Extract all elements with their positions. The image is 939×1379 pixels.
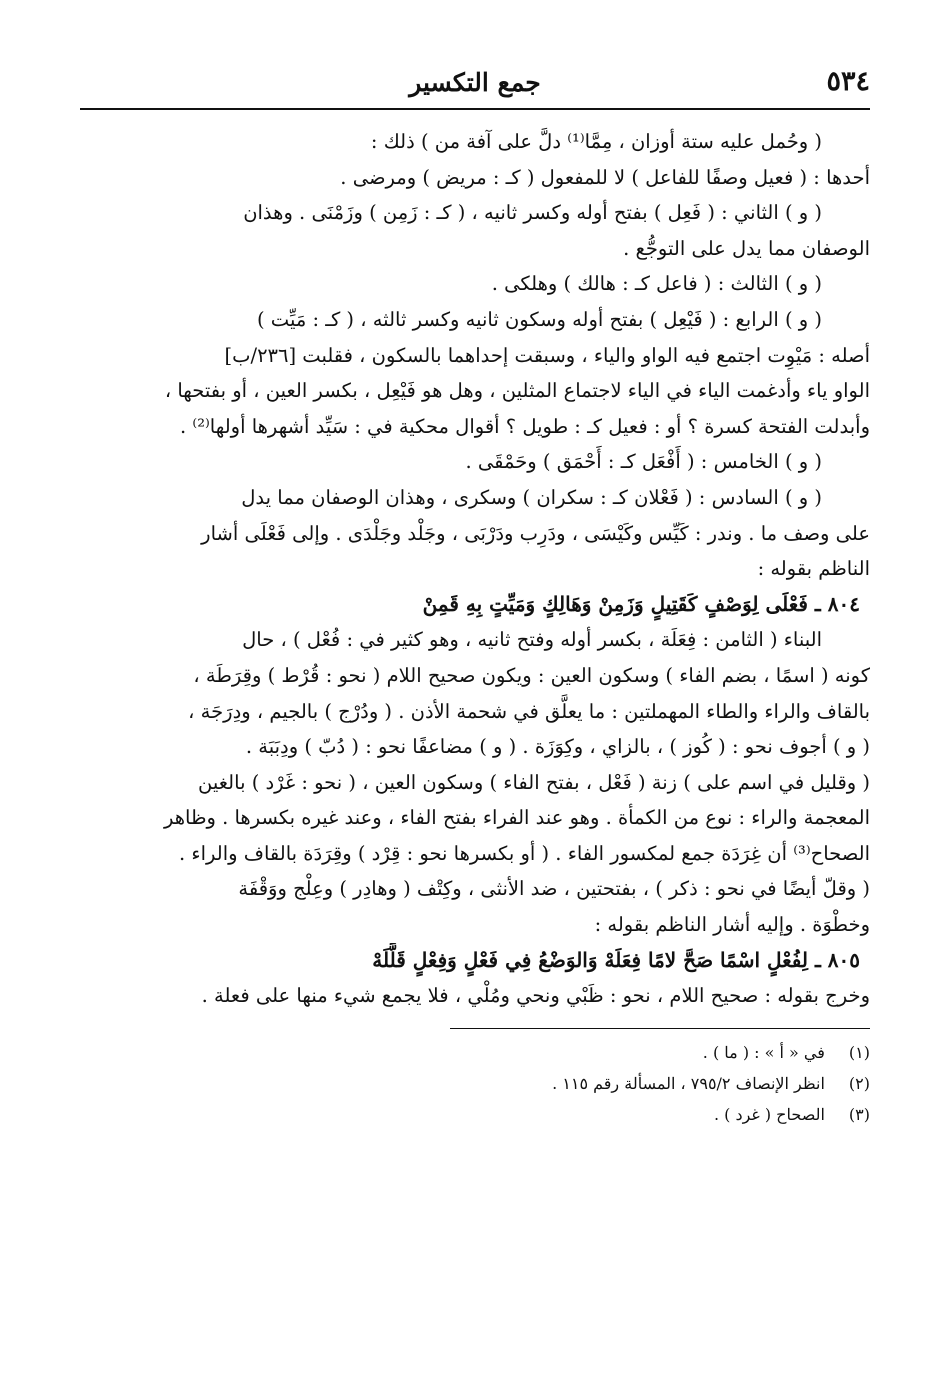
text-line: ( وقليل في اسم على ) زنة ( فَعْل ، بفتح الفاء ) وسكون العين ، ( نحو : غَرْد ) بالغين [198, 770, 870, 794]
page-number: ٥٣٤ [826, 66, 870, 97]
text-line: أصله : مَيْوِت اجتمع فيه الواو والياء ، وسبقت إحداهما بالسكون ، فقلبت [٢٣٦/ب] [224, 343, 870, 367]
footnote [450, 1068, 870, 1099]
text-line: ( وقلّ أيضًا في نحو : ذكر ) ، بفتحتين ، ضد الأنثى ، وكِتْف ( وهادِر ) وعِلْج ووَقْفَة [238, 877, 870, 901]
main-text [80, 124, 870, 1014]
footnotes [450, 1028, 870, 1130]
text-line: الناظم بقوله : [757, 557, 870, 581]
text-line: كونه ( اسمًا ، بضم الفاء ) وسكون العين : ويكون صحيح اللام ( نحو : قُرْط ) وقِرَطَة ، [193, 663, 870, 687]
text-line: وأبدلت الفتحة كسرة ؟ أو : فعيل كـ : طويل ؟ أقوال محكية في : سَيِّد أشهرها أولها⁽²⁾ . [180, 414, 870, 438]
text-line: ( و ) الثاني : ( فَعِل ) بفتح أوله وكسر ثانيه ، ( كـ : زَمِن ) وزَمْنَى . وهذان [243, 201, 822, 225]
text-line: ( و ) أجوف نحو : ( كُوز ) ، بالزاي ، وكِوَزَة . ( و ) مضاعفًا نحو : ( دُبّ ) ودِبَبَة . [245, 735, 870, 759]
footnote-text: انظر الإنصاف ٧٩٥/٢ ، المسألة رقم ١١٥ . [552, 1073, 825, 1093]
page-header [80, 62, 870, 110]
footnote-number: (١) [848, 1042, 870, 1062]
text-line: وخرج بقوله : صحيح اللام ، نحو : ظَبْي ونحي ومُلْي ، فلا يجمع شيء منها على فعلة . [201, 984, 870, 1008]
text-line: ( و ) الرابع : ( فَيْعِل ) بفتح أوله وسكون ثانيه وكسر ثالثه ، ( كـ : مَيِّت ) [256, 307, 822, 331]
footnote [450, 1037, 870, 1068]
text-line: أحدها : ( فعيل وصفًا للفاعل ) لا للمفعول ( كـ : مريض ) ومرضى . [340, 165, 870, 189]
running-title: جمع التكسير [409, 68, 541, 97]
text-line: الواو ياء وأدغمت الياء في الياء لاجتماع المثلين ، وهل هو فَيْعِل ، بكسر العين ، أو بفتحها ، [164, 379, 870, 403]
text-line: ( وحُمل عليه ستة أوزان ، مِمَّا⁽¹⁾ دلَّ على آفة من ) ذلك : [370, 130, 822, 153]
text-line: المعجمة والراء : نوع من الكمأة . وهو عند الفراء بفتح الفاء ، وعند غيره بكسرها . وظاهر [163, 806, 870, 830]
verse-line: ٨٠٤ ـ فَعْلَى لِوَصْفٍ كَقَتِيلٍ وَزَمِنْ وَهَالِكٍ وَمَيِّتٍ بِهِ قَمِنْ [422, 591, 860, 616]
footnote [450, 1099, 870, 1130]
footnote-number: (٣) [848, 1104, 870, 1124]
footnote-text: الصحاح ( غرد ) . [713, 1104, 825, 1124]
text-line: وخطْوَة . وإليه أشار الناظم بقوله : [594, 913, 870, 937]
footnote-number: (٢) [848, 1073, 870, 1093]
text-line: ( و ) الثالث : ( فاعل كـ : هالك ) وهلكى . [491, 272, 822, 296]
text-line: ( و ) الخامس : ( أَفْعَل كـ : أَحْمَق ) وحَمْقَى . [465, 450, 822, 474]
text-line: البناء ( الثامن : فِعَلَة ، بكسر أوله وفتح ثانيه ، وهو كثير في : فُعْل ) ، حال [242, 628, 822, 652]
text-line: ( و ) السادس : ( فَعْلان كـ : سكران ) وسكرى ، وهذان الوصفان مما يدل [241, 485, 822, 509]
book-page [80, 62, 870, 1130]
footnote-text: في « أ » : ( ما ) . [702, 1042, 825, 1062]
verse-line: ٨٠٥ ـ لِفُعْلٍ اسْمًا صَحَّ لامًا فِعَلَهْ وَالوَضْعُ فِي فَعْلٍ وَفِعْلٍ قَلَّلَهْ [372, 947, 860, 972]
text-line: بالقاف والراء والطاء المهملتين : ما يعلَّق في شحمة الأذن . ( ودُرْج ) بالجيم ، ودِرَجَة ، [188, 699, 870, 723]
text-line: الوصفان مما يدل على التوجُّع . [623, 236, 870, 260]
text-line: على وصف ما . وندر : كَيِّس وكَيْسَى ، ودَرِب ودَرْبَى ، وجَلْد وجَلْدَى . وإلى فَعْلَى أشار [201, 521, 870, 545]
text-line: الصحاح⁽³⁾ أن غِرَدَة جمع لمكسور الفاء . ( أو بكسرها نحو : قِرْد ) وقِرَدَة بالقاف والراء . [179, 841, 870, 865]
